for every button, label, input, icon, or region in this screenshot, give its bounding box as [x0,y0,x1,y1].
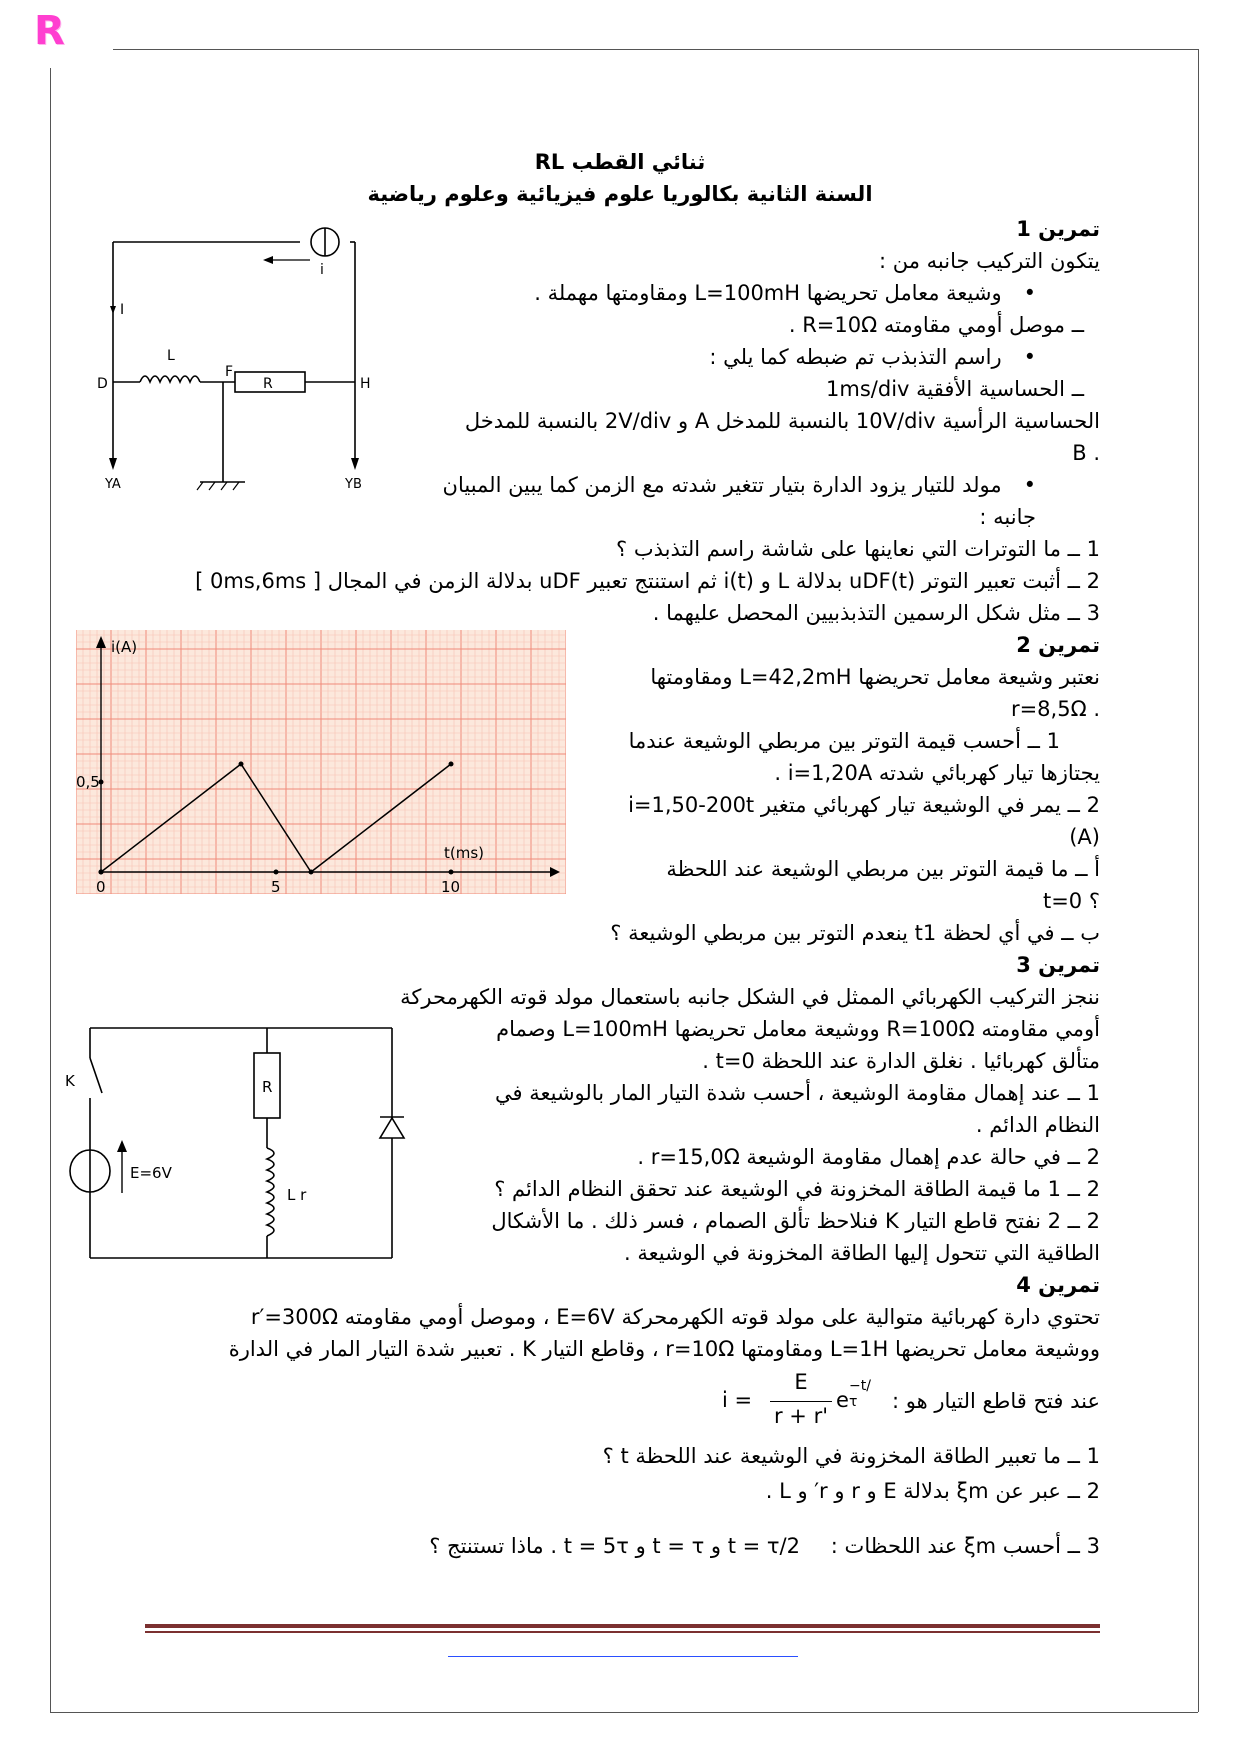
fig3-circuit [62,1018,422,1263]
formula-denominator: r + r' [774,1404,828,1428]
data-point [449,762,454,767]
formula-lhs: i = [722,1388,753,1412]
fig1-label-YB: YB [345,477,362,492]
ex1-line-3a: الحساسية الرأسية 10V/div بالنسبة للمدخل A و 2V/div بالنسبة للمدخل [464,409,1100,433]
ex4-l1: تحتوي دارة كهربائية متوالية على مولد قوته الكهرمحركة E=6V ، وموصل أومي مقاومته r′=300Ω [250,1305,1100,1329]
ex1-bullet-1 [534,277,1036,309]
ex2-l2: . r=8,5Ω [1010,697,1100,721]
fig1-label-L: L [167,348,175,364]
fig3-label-R: R [262,1078,273,1096]
ex2-l4: يجتازها تيار كهربائي شدته i=1,20A . [774,761,1100,785]
ex1-bullet-3 [443,469,1036,501]
fig3-label-Lr: L r [287,1186,307,1204]
fig1-label-H: H [360,376,371,392]
chart-ytick: 0,5 [76,773,100,791]
x-tick-mark [274,870,279,875]
formula-fraction-bar [770,1401,832,1402]
ex1-q2: 2 ــ أثبت تعبير التوتر uDF(t) بدلالة L و i(t) ثم استنتج تعبير uDF بدلالة الزمن في المجال [ 0ms,6ms ] [195,569,1100,593]
doc-title: ثنائي القطب RL [534,150,706,174]
fig1-label-R: R [263,376,273,392]
ex1-q3: 3 ــ مثل شكل الرسمين التذبذبيين المحصل عليهما . [652,601,1100,625]
diode-symbol [380,1117,404,1138]
page-frame-left [50,68,51,1712]
ex3-l8: 2 ــ 2 نفتح قاطع التيار K فنلاحظ تألق الصمام ، فسر ذلك . ما الأشكال [491,1209,1100,1233]
fig1-circuit [95,222,395,502]
logo: R [34,8,65,54]
data-point [239,762,244,767]
ex3-heading: تمرين 3 [1016,953,1100,977]
ex2-l6: (A) [1069,825,1100,849]
x-tick-mark [99,870,104,875]
ex4-q3a: 3 ــ أحسب ξm عند اللحظات : [830,1534,1100,1558]
ex4-l3: عند فتح قاطع التيار هو : [892,1389,1100,1413]
formula-numerator: E [794,1370,808,1394]
coil-Lr [267,1148,274,1236]
ex2-l7: أ ــ ما قيمة التوتر بين مربطي الوشيعة عند اللحظة [666,857,1100,881]
chart-xtick-10: 10 [441,878,461,894]
ex1-bullet-2 [709,341,1036,373]
ex4-q2: 2 ــ عبر عن ξm بدلالة E و r و r′ و L . [765,1479,1100,1503]
fig1-label-I: I [120,302,125,318]
ex3-l1: ننجز التركيب الكهربائي الممثل في الشكل جانبه باستعمال مولد قوته الكهرمحركة [400,985,1100,1009]
ex1-bullet-2-text: راسم التذبذب تم ضبطه كما يلي : [709,345,1002,369]
ex4-l2: ووشيعة معامل تحريضها L=1H ومقاومتها r=10Ω ، وقاطع التيار K . تعبير شدة التيار المار في الدارة [228,1337,1100,1361]
ex3-l6: 2 ــ في حالة عدم إهمال مقاومة الوشيعة r=15,0Ω . [637,1145,1100,1169]
formula-exponent: −t/τ [849,1378,871,1410]
x-tick-mark [449,870,454,875]
ex4-formula [718,1370,878,1440]
formula-exp-base: e [836,1388,849,1412]
chart-xlabel: t(ms) [444,844,485,862]
inductor-coil [140,376,200,382]
ex3-l2: أومي مقاومته R=100Ω ووشيعة معامل تحريضها L=100mH وصمام [496,1017,1100,1041]
ex2-heading: تمرين 2 [1016,633,1100,657]
fig1-label-F: F [225,364,234,380]
footer-rule [145,1624,1100,1628]
ex3-l5: النظام الدائم . [975,1113,1100,1137]
ex1-heading: تمرين 1 [1016,217,1100,241]
ex4-q3b: t = τ/2 و t = τ و t = 5τ . ماذا تستنتج ؟ [429,1534,800,1558]
chart-ylabel: i(A) [111,638,138,656]
ex2-l9: ب ــ في أي لحظة t1 ينعدم التوتر بين مربطي الوشيعة ؟ [610,921,1100,945]
ex3-l9: الطاقية التي تتحول إليها الطاقة المخزونة في الوشيعة . [624,1241,1100,1265]
data-point [309,870,314,875]
ex1-line-3b: . B [1072,441,1100,465]
ex2-l8: ؟ t=0 [1042,889,1100,913]
generator-symbol [311,228,339,256]
page-frame-bottom [50,1712,1198,1713]
ex3-l4: 1 ــ عند إهمال مقاومة الوشيعة ، أحسب شدة التيار المار بالوشيعة في [495,1081,1100,1105]
doc-subtitle: السنة الثانية بكالوريا علوم فيزيائية وعلوم رياضية [367,182,873,206]
ex4-heading: تمرين 4 [1016,1273,1100,1297]
fig1-label-D: D [97,376,108,392]
ex2-l5: 2 ــ يمر في الوشيعة تيار كهربائي متغير i=1,50-200t [628,793,1100,817]
fig2-chart [76,630,566,894]
footer-rule-thin [145,1631,1100,1633]
footer-link-line [448,1656,798,1657]
ex1-intro: يتكون التركيب جانبه من : [879,249,1100,273]
page-frame-top [113,49,1198,50]
ex1-bullet-3-text: مولد للتيار يزود الدارة بتيار تتغير شدته مع الزمن كما يبين المبيان [442,473,1002,497]
chart-xtick-0: 0 [96,878,106,894]
ex2-l1: نعتبر وشيعة معامل تحريضها L=42,2mH ومقاومتها [650,665,1100,689]
fig3-label-K: K [65,1072,75,1090]
ex3-l3: متألق كهربائيا . نغلق الدارة عند اللحظة t=0 . [702,1049,1100,1073]
ex1-bullet-3b: جانبه : [979,505,1036,529]
ex4-q1: 1 ــ ما تعبير الطاقة المخزونة في الوشيعة عند اللحظة t ؟ [602,1444,1100,1468]
ex1-q1: 1 ــ ما التوترات التي نعاينها على شاشة راسم التذبذب ؟ [616,537,1100,561]
ex1-dash-2: ــ الحساسية الأفقية 1ms/div [826,377,1084,401]
chart-xtick-5: 5 [271,878,281,894]
fig1-label-i: i [320,262,324,278]
page-frame-right [1198,49,1199,1712]
ex1-dash-1: ــ موصل أومي مقاومته R=10Ω . [788,313,1084,337]
fig3-label-E: E=6V [130,1164,172,1182]
ex2-l3: 1 ــ أحسب قيمة التوتر بين مربطي الوشيعة عندما [628,729,1060,753]
ex3-l7: 2 ــ 1 ما قيمة الطاقة المخزونة في الوشيعة عند تحقق النظام الدائم ؟ [494,1177,1100,1201]
battery-symbol [70,1150,110,1192]
fig1-label-YA: YA [105,477,121,492]
ex1-bullet-1-text: وشيعة معامل تحريضها L=100mH ومقاومتها مهملة . [534,281,1002,305]
